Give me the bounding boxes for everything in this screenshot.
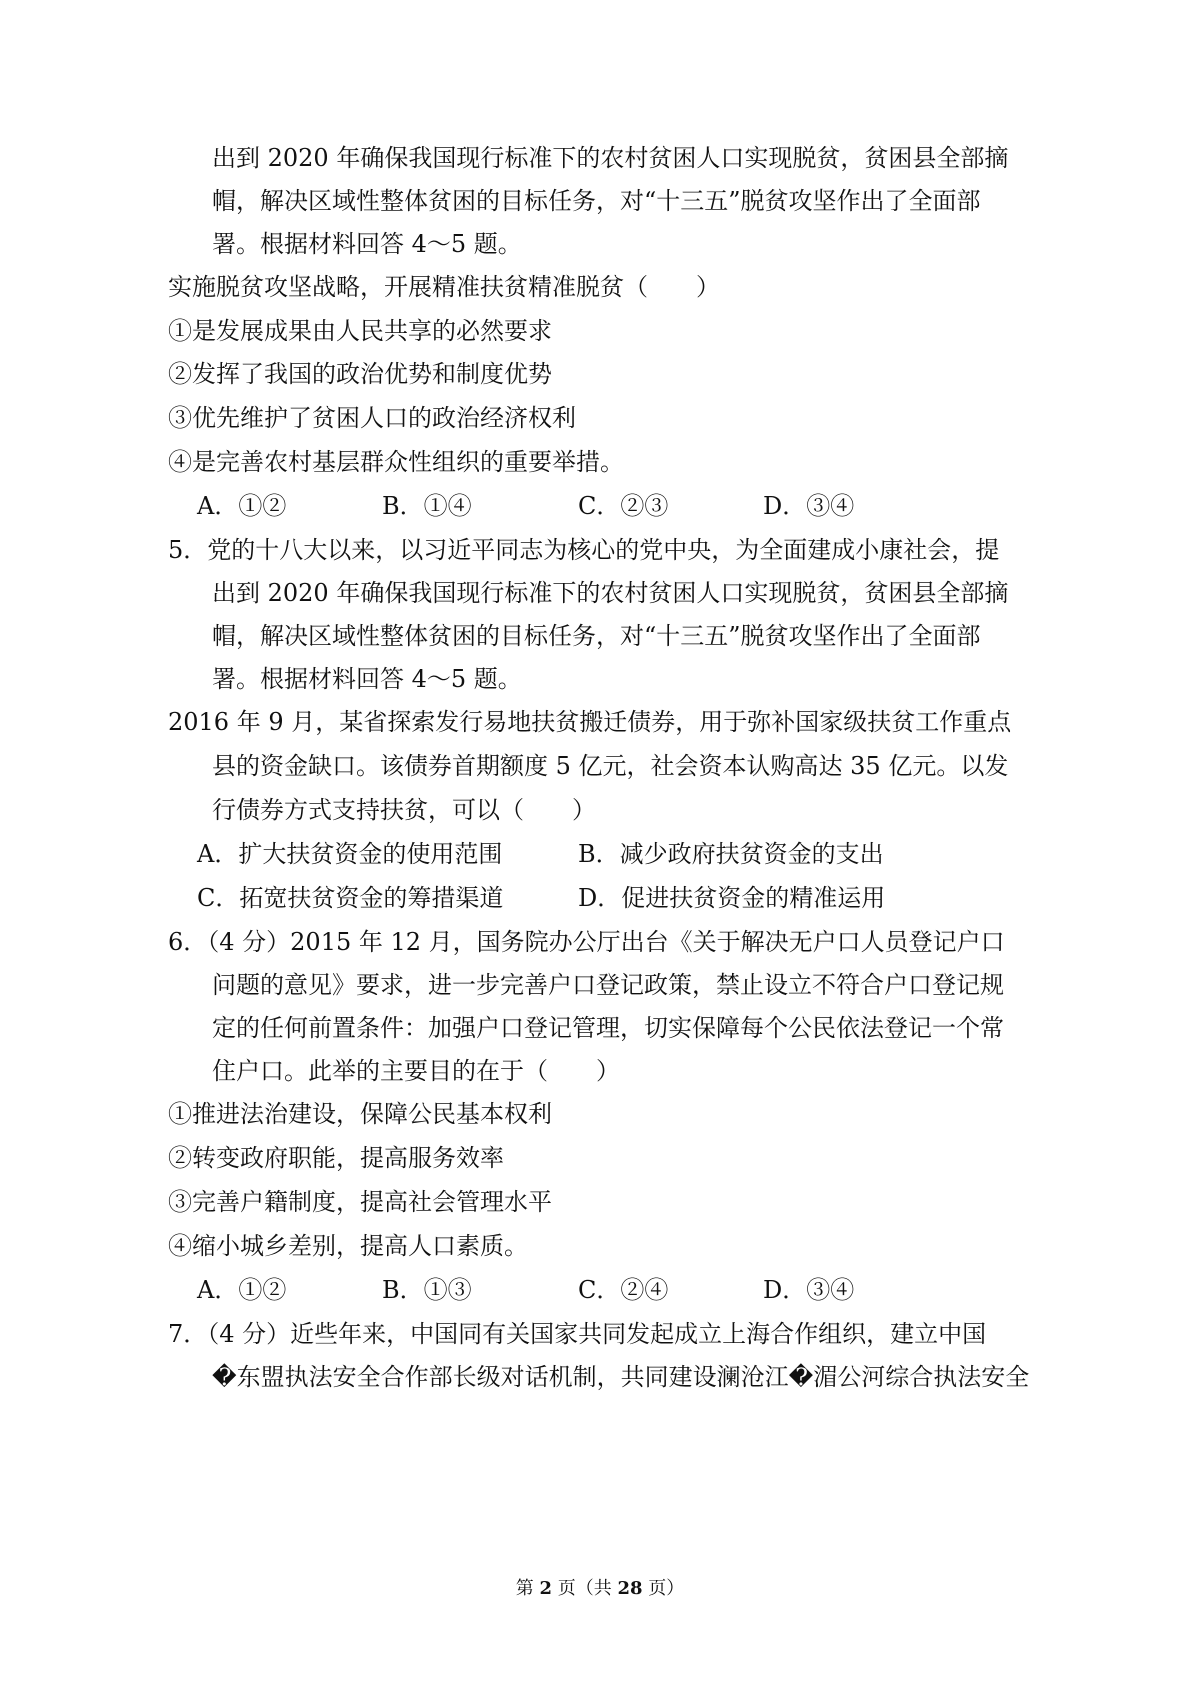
- q6-option-b: B．①③: [382, 1276, 472, 1304]
- q7-stem-line: 7．（4 分）近些年来，中国同有关国家共同发起成立上海合作组织，建立中国: [168, 1320, 987, 1348]
- q6-option-d: D．③④: [763, 1276, 855, 1304]
- q5-option-a: A．扩大扶贫资金的使用范围: [197, 840, 503, 868]
- q4-option-d: D．③④: [763, 492, 855, 520]
- q4-option-a: A．①②: [197, 492, 287, 520]
- q4-option-b: B．①④: [382, 492, 472, 520]
- q6-stem-line: 定的任何前置条件：加强户口登记管理，切实保障每个公民依法登记一个常: [212, 1014, 1004, 1042]
- q4-option-c: C．②③: [578, 492, 669, 520]
- q5-option-c: C．拓宽扶贫资金的筹措渠道: [197, 884, 504, 912]
- q6-item: ②转变政府职能，提高服务效率: [168, 1144, 504, 1172]
- q5-option-d: D．促进扶贫资金的精准运用: [578, 884, 886, 912]
- q4-item: ③优先维护了贫困人口的政治经济权利: [168, 404, 576, 432]
- q5-stem-line: 2016 年 9 月，某省探索发行易地扶贫搬迁债券，用于弥补国家级扶贫工作重点: [168, 708, 1012, 736]
- q6-stem-line: 问题的意见》要求，进一步完善户口登记政策，禁止设立不符合户口登记规: [212, 971, 1004, 999]
- footer-suffix: 页）: [648, 1578, 685, 1599]
- footer-middle: 页（共: [557, 1578, 612, 1599]
- q6-option-a: A．①②: [197, 1276, 287, 1304]
- q7-stem-line: �东盟执法安全合作部长级对话机制，共同建设澜沧江�湄公河综合执法安全: [212, 1363, 1030, 1391]
- q4-stem: 实施脱贫攻坚战略，开展精准扶贫精准脱贫（ ）: [168, 273, 720, 301]
- q4-intro-line: 帽，解决区域性整体贫困的目标任务，对“十三五”脱贫攻坚作出了全面部: [212, 187, 981, 215]
- q4-intro-line: 出到 2020 年确保我国现行标准下的农村贫困人口实现脱贫，贫困县全部摘: [212, 144, 1009, 172]
- q5-option-b: B．减少政府扶贫资金的支出: [578, 840, 884, 868]
- q6-item: ③完善户籍制度，提高社会管理水平: [168, 1188, 552, 1216]
- q4-item: ④是完善农村基层群众性组织的重要举措。: [168, 448, 624, 476]
- footer-page-number: 2: [539, 1578, 552, 1599]
- q4-item: ②发挥了我国的政治优势和制度优势: [168, 360, 552, 388]
- q5-intro-line: 帽，解决区域性整体贫困的目标任务，对“十三五”脱贫攻坚作出了全面部: [212, 622, 981, 650]
- q5-stem-line: 行债券方式支持扶贫，可以（ ）: [212, 796, 596, 824]
- footer-prefix: 第: [515, 1578, 534, 1599]
- q4-item: ①是发展成果由人民共享的必然要求: [168, 317, 552, 345]
- q4-intro-line: 署。根据材料回答 4～5 题。: [212, 230, 522, 258]
- q6-item: ④缩小城乡差别，提高人口素质。: [168, 1232, 528, 1260]
- q5-intro-line: 出到 2020 年确保我国现行标准下的农村贫困人口实现脱贫，贫困县全部摘: [212, 579, 1009, 607]
- q6-stem-line: 6．（4 分）2015 年 12 月，国务院办公厅出台《关于解决无户口人员登记户口: [168, 928, 1005, 956]
- q6-item: ①推进法治建设，保障公民基本权利: [168, 1100, 552, 1128]
- q5-intro-line: 署。根据材料回答 4～5 题。: [212, 665, 522, 693]
- footer-total-pages: 28: [617, 1578, 643, 1599]
- q5-stem-line: 县的资金缺口。该债券首期额度 5 亿元，社会资本认购高达 35 亿元。以发: [212, 752, 1009, 780]
- q5-intro-line: 5．党的十八大以来，以习近平同志为核心的党中央，为全面建成小康社会，提: [168, 536, 1000, 564]
- q6-option-c: C．②④: [578, 1276, 669, 1304]
- page-footer: [0, 1577, 1200, 1601]
- q6-stem-line: 住户口。此举的主要目的在于（ ）: [212, 1057, 620, 1085]
